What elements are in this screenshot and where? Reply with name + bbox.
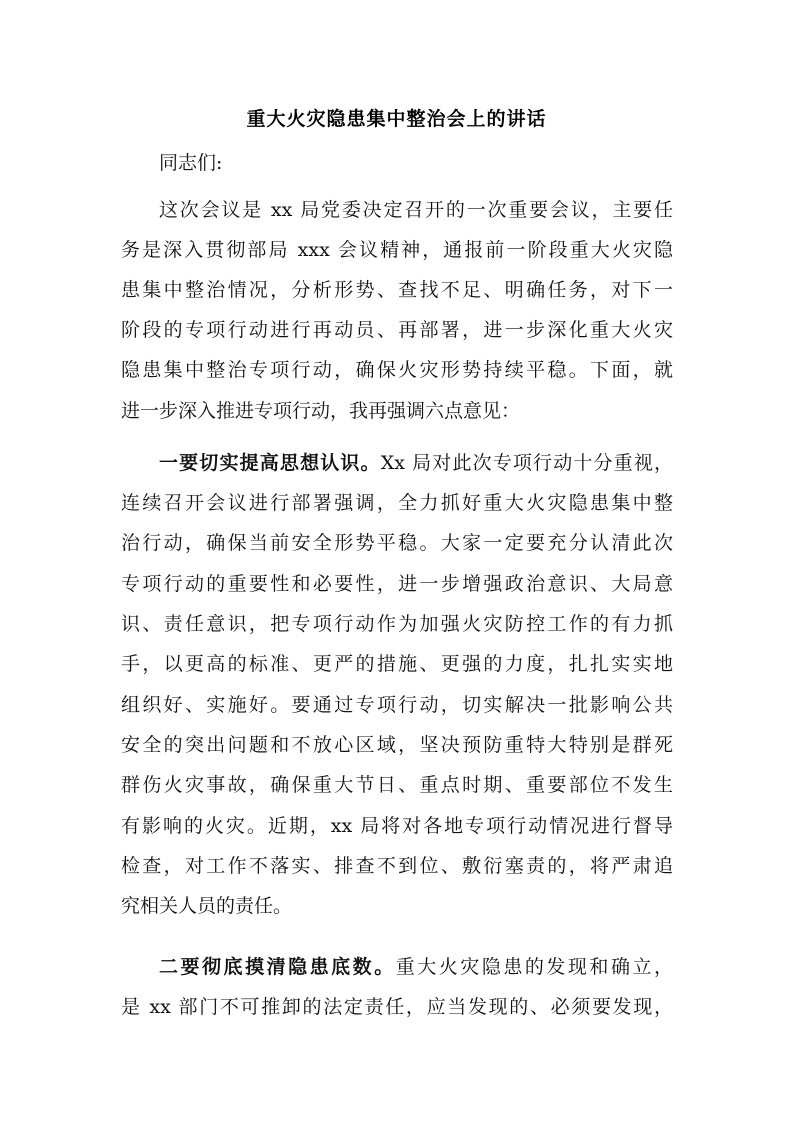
paragraph-line: 隐患集中整治专项行动，确保火灾形势持续平稳。下面，就 (121, 359, 673, 381)
paragraph-line: 连续召开会议进行部署强调，全力抓好重大火灾隐患集中整 (121, 492, 673, 514)
paragraph-line: 手，以更高的标准、更严的措施、更强的力度，扎扎实实地 (121, 653, 673, 675)
paragraph-line: 群伤火灾事故，确保重大节日、重点时期、重要部位不发生 (121, 774, 673, 796)
paragraph-line: 患集中整治情况，分析形势、查找不足、明确任务，对下一 (121, 279, 673, 301)
salutation: 同志们: (159, 152, 223, 174)
paragraph-line (159, 947, 673, 987)
paragraph-line: 是 xx 部门不可推卸的法定责任，应当发现的、必须要发现， (121, 996, 673, 1018)
paragraph-line: 究相关人员的责任。 (121, 895, 293, 917)
paragraph-line: 务是深入贯彻部局 xxx 会议精神，通报前一阶段重大火灾隐 (121, 239, 673, 261)
paragraph-line: 识、责任意识，把专项行动作为加强火灾防控工作的有力抓 (121, 613, 673, 635)
paragraph-line: 检查，对工作不落实、排查不到位、敷衍塞责的，将严肃追 (121, 855, 673, 877)
document-title: 重大火灾隐患集中整治会上的讲话 (246, 108, 547, 130)
paragraph-line: 进一步深入推进专项行动，我再强调六点意见： (121, 400, 521, 422)
paragraph-line (159, 443, 673, 483)
paragraph-text: 重大火灾隐患的发现和确立， (395, 956, 673, 978)
paragraph-line: 安全的突出问题和不放心区域，坚决预防重特大特别是群死 (121, 734, 673, 756)
paragraph-line: 专项行动的重要性和必要性，进一步增强政治意识、大局意 (121, 573, 673, 595)
paragraph-line: 组织好、实施好。要通过专项行动，切实解决一批影响公共 (121, 694, 673, 716)
paragraph-line: 治行动，确保当前安全形势平稳。大家一定要充分认清此次 (121, 532, 673, 554)
section-heading: 一要切实提高思想认识。 (159, 452, 381, 474)
paragraph-line: 有影响的火灾。近期，xx 局将对各地专项行动情况进行督导 (121, 815, 673, 837)
paragraph-line: 阶段的专项行动进行再动员、再部署，进一步深化重大火灾 (121, 319, 673, 341)
paragraph-line: 这次会议是 xx 局党委决定召开的一次重要会议，主要任 (159, 199, 673, 221)
section-heading: 二要彻底摸清隐患底数。 (159, 956, 396, 978)
paragraph-text: Xx 局对此次专项行动十分重视， (380, 452, 673, 474)
